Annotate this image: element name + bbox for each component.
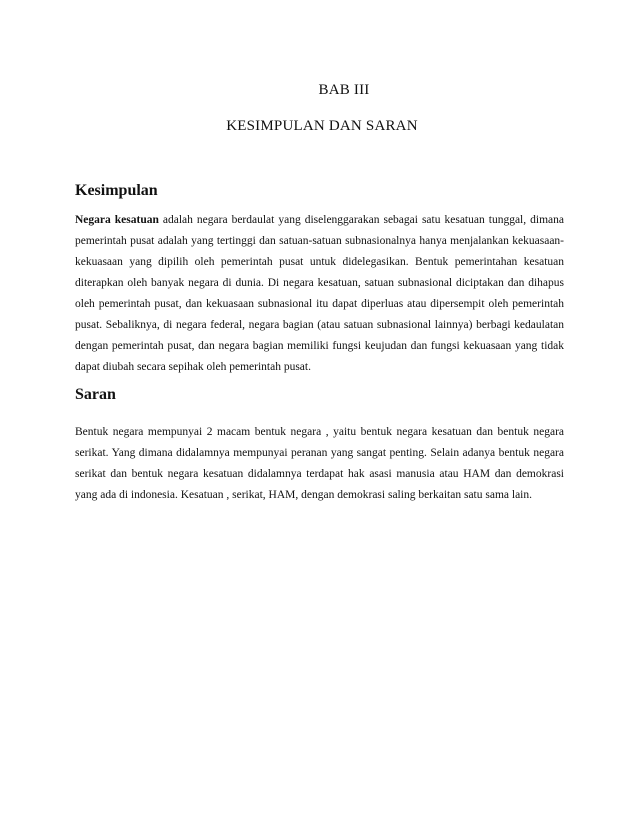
chapter-title: KESIMPULAN DAN SARAN [226, 118, 418, 134]
chapter-label: BAB III [318, 82, 370, 98]
paragraph-kesimpulan [75, 210, 564, 378]
section-heading-saran: Saran [75, 386, 116, 403]
section-heading-kesimpulan: Kesimpulan [75, 182, 158, 199]
paragraph-saran: Bentuk negara mempunyai 2 macam bentuk negara , yaitu bentuk negara kesatuan dan bentuk negara serikat. Yang dimana didalamnya mempunyai peranan yang sangat penting. Selain adanya bentuk negara serikat dan bentuk negara kesatuan didalamnya terdapat hak asasi manusia atau HAM dan demokrasi yang ada di indonesia. Kesatuan , serikat, HAM, dengan demokrasi saling berkaitan satu sama lain. [75, 426, 564, 501]
paragraph-body: adalah negara berdaulat yang diselenggarakan sebagai satu kesatuan tunggal, dimana pemerintah pusat adalah yang tertinggi dan satuan-satuan subnasionalnya hanya menjalankan kekuasaan-kekuasaan yang dipilih oleh pemerintah pusat untuk didelegasikan. Bentuk pemerintahan kesatuan diterapkan oleh banyak negara di dunia. Di negara kesatuan, satuan subnasional diciptakan dan dihapus oleh pemerintah pusat, dan kekuasaan subnasional itu dapat diperluas atau dipersempit oleh pemerintah pusat. Sebaliknya, di negara federal, negara bagian (atau satuan subnasional lainnya) berbagi kedaulatan dengan pemerintah pusat, dan negara bagian memiliki fungsi keujudan dan fungsi kekuasaan yang tidak dapat diubah secara sepihak oleh pemerintah pusat. [75, 214, 564, 373]
paragraph-lead-term: Negara kesatuan [75, 214, 159, 226]
